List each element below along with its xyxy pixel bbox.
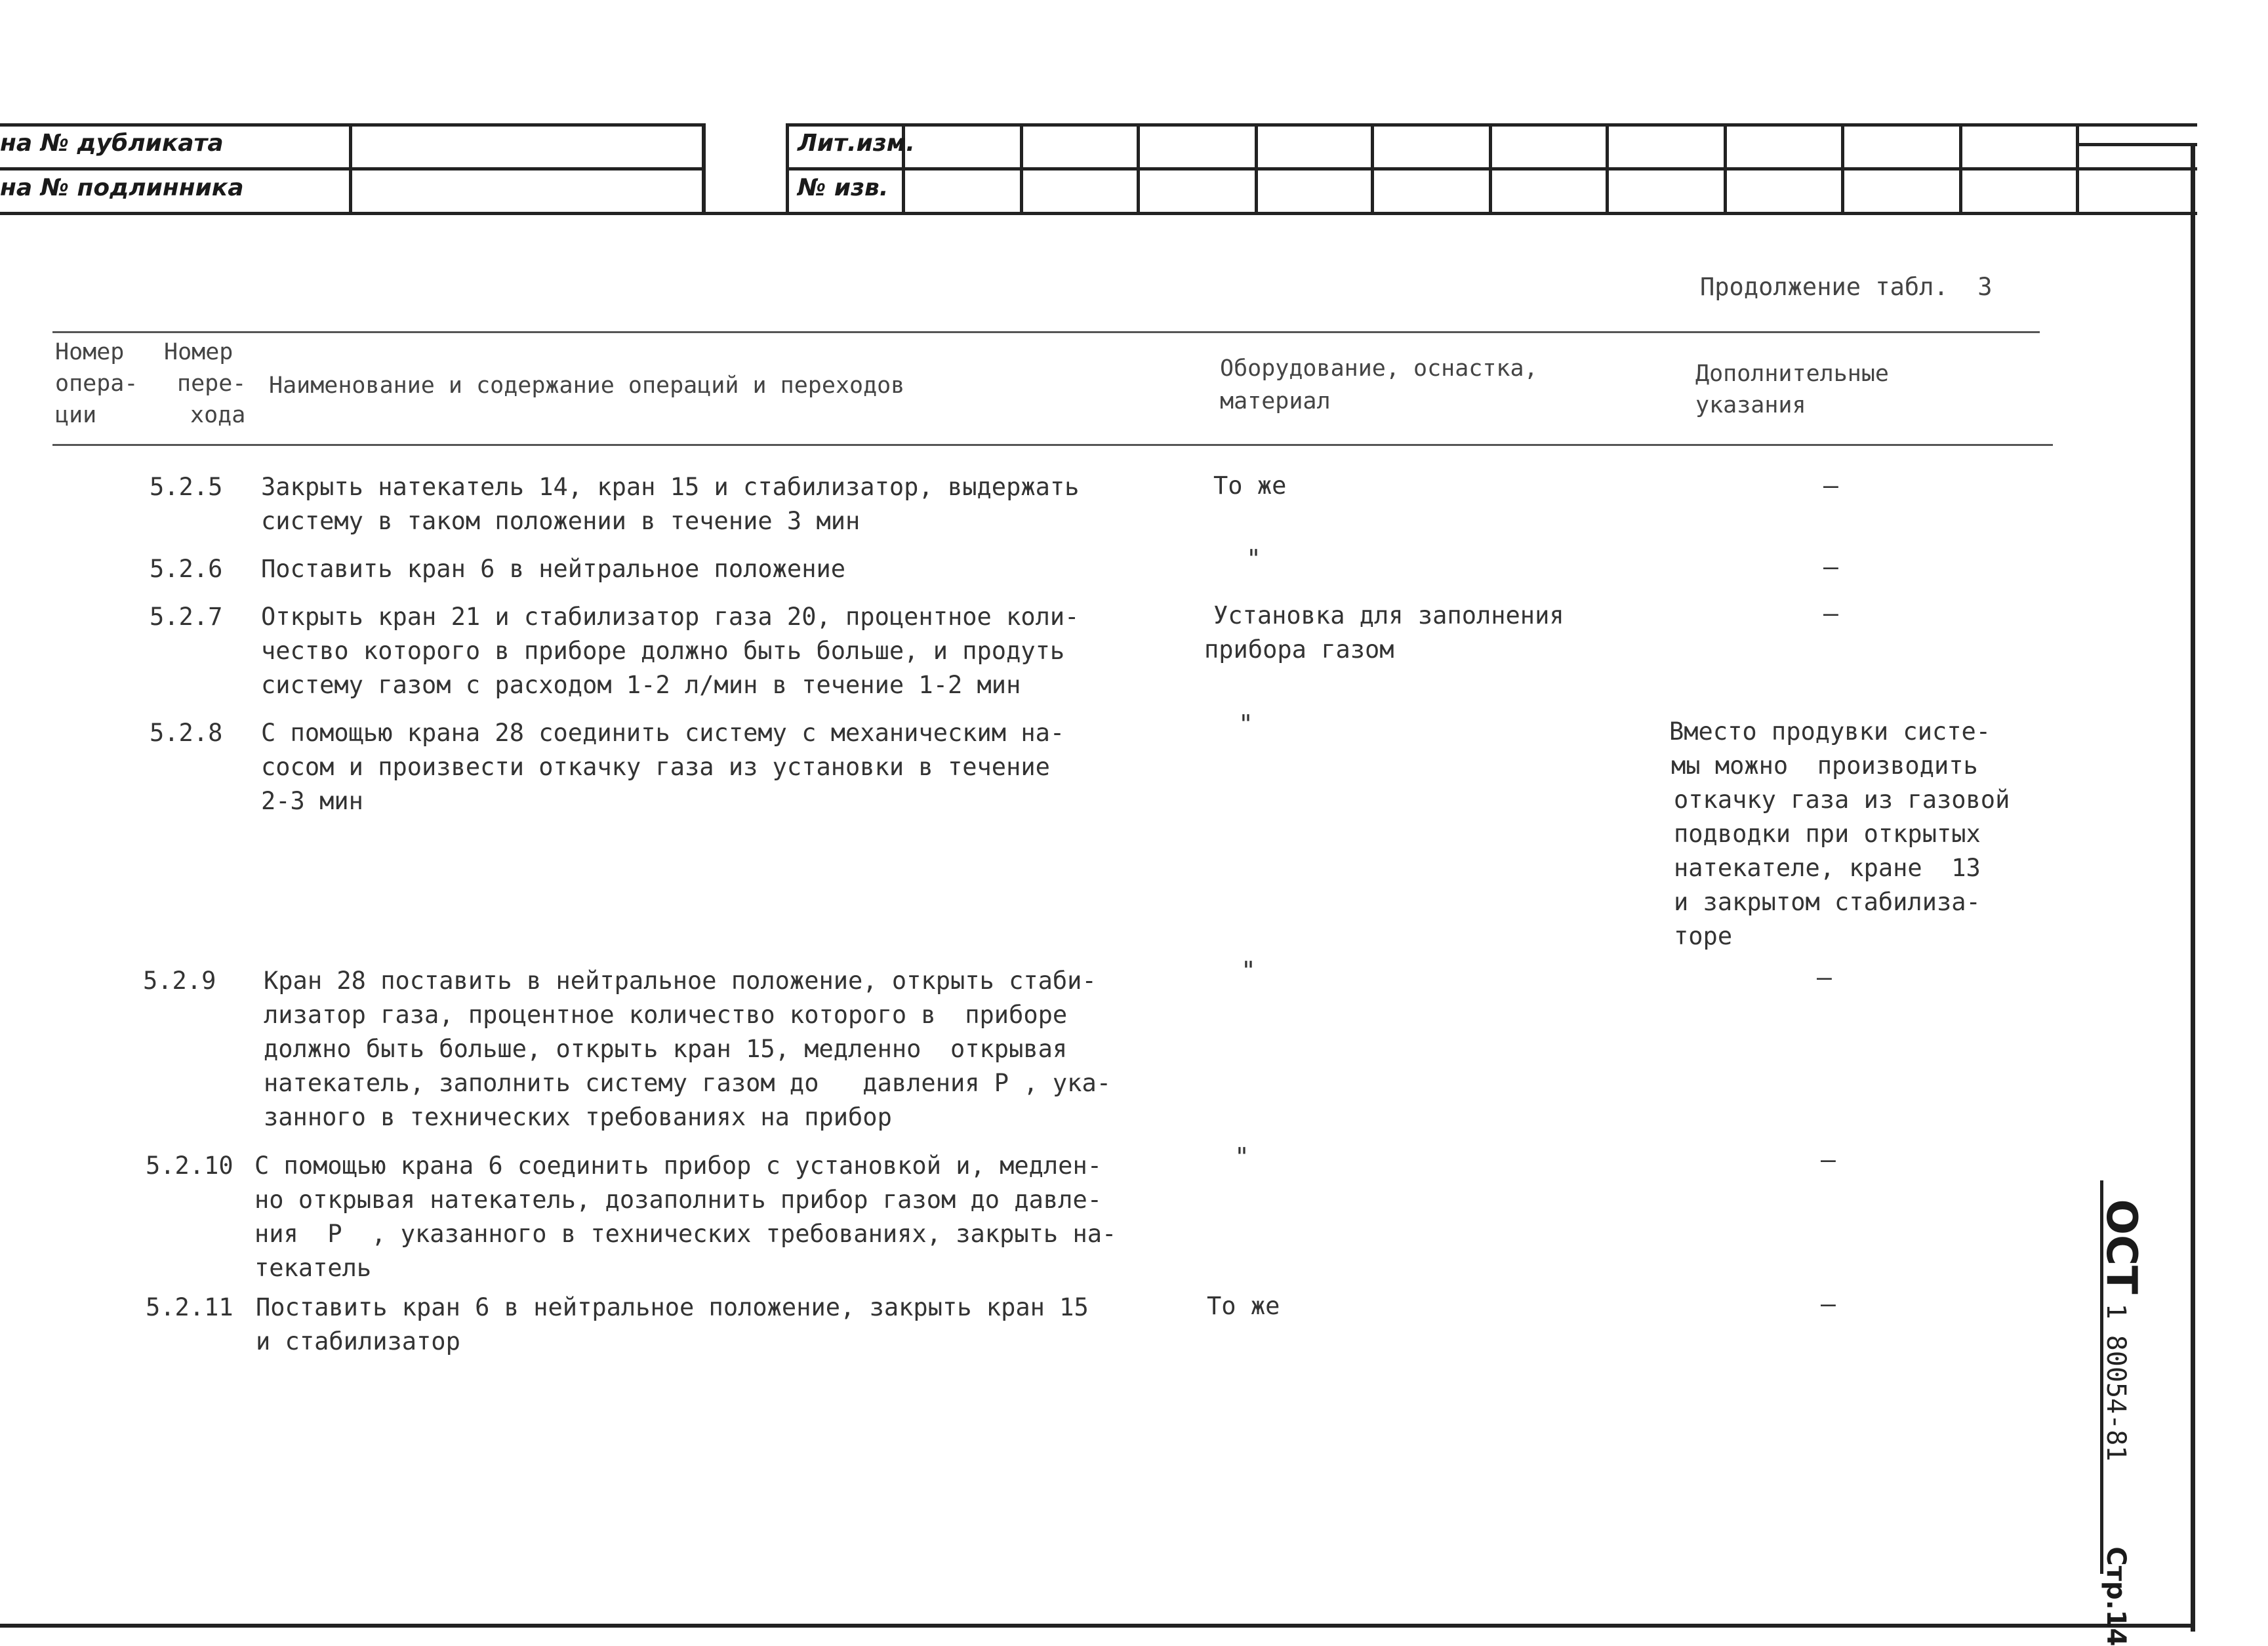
- row-text-line: Закрыть натекатель 14, кран 15 и стабилизатор, выдержать: [261, 473, 1080, 501]
- col-step-header-1: Номер: [164, 339, 233, 365]
- row-extra-line: торе: [1674, 922, 1733, 950]
- grid-col-3: [1137, 123, 1140, 215]
- col-op-header-1: Номер: [55, 339, 125, 365]
- row-equip: ": [1234, 1142, 1249, 1171]
- grid-col-9: [1841, 123, 1844, 215]
- stamp-right: [702, 123, 706, 215]
- row-text-line: С помощью крана 28 соединить систему с механическим на-: [261, 719, 1065, 747]
- frame-right: [2191, 143, 2195, 1632]
- row-extra-line: натекателе, кране 13: [1674, 854, 1981, 882]
- col-equip-header-1: Оборудование, оснастка,: [1220, 355, 1538, 382]
- row-equip: ": [1238, 710, 1253, 738]
- stamp-top-line: [0, 123, 705, 127]
- row-extra: –: [1823, 471, 1838, 500]
- grid-col-8: [1724, 123, 1727, 215]
- row-extra: –: [1823, 552, 1838, 581]
- izv-label: № изв.: [798, 174, 889, 201]
- col-op-header-2: опера-: [55, 371, 138, 397]
- row-text-line: и стабилизатор: [256, 1327, 460, 1355]
- col-step-header-2: пере-: [177, 371, 247, 397]
- frame-top: [0, 212, 2194, 215]
- row-number: 5.2.8: [150, 719, 223, 747]
- row-text-line: сосом и произвести откачку газа из установки в течение: [261, 753, 1050, 781]
- row-equip: То же: [1213, 472, 1287, 500]
- row-extra-line: и закрытом стабилиза-: [1674, 888, 1981, 916]
- row-text-line: систему в таком положении в течение 3 мин: [261, 507, 861, 535]
- grid-col-10: [1959, 123, 1962, 215]
- col-op-header-3: ции: [55, 402, 97, 428]
- header-bottom-line: [52, 444, 2053, 446]
- col-step-header-3: хода: [190, 402, 246, 428]
- row-text-line: Поставить кран 6 в нейтральное положение: [261, 555, 846, 583]
- row-number: 5.2.5: [150, 473, 223, 501]
- original-label: на № подлинника: [0, 174, 244, 201]
- row-text-line: должно быть больше, открыть кран 15, медленно открывая: [264, 1035, 1068, 1063]
- row-text-line: систему газом с расходом 1-2 л/мин в течение 1-2 мин: [261, 671, 1021, 699]
- row-text-line: натекатель, заполнить систему газом до давления P , ука-: [264, 1069, 1112, 1097]
- row-equip: прибора газом: [1204, 635, 1394, 664]
- col-extra-header-1: Дополнительные: [1695, 361, 1890, 387]
- col-extra-header-2: указания: [1695, 392, 1806, 418]
- stamp-divider: [349, 123, 352, 215]
- frame-bottom: [0, 1624, 2194, 1628]
- table-caption: Продолжение табл. 3: [1700, 273, 1993, 301]
- lit-label: Лит.изм.: [798, 130, 915, 157]
- grid-col-11: [2076, 123, 2079, 215]
- row-extra: –: [1823, 599, 1838, 628]
- row-number: 5.2.10: [146, 1152, 233, 1180]
- standard-code: 1 80054-81: [2101, 1303, 2131, 1462]
- row-text-line: Открыть кран 21 и стабилизатор газа 20, процентное коли-: [261, 603, 1080, 631]
- col-name-header: Наименование и содержание операций и переходов: [269, 372, 905, 399]
- row-equip: ": [1241, 956, 1256, 985]
- row-text-line: ния P , указанного в технических требованиях, закрыть на-: [254, 1220, 1117, 1248]
- row-extra: –: [1821, 1145, 1836, 1174]
- row-equip: ": [1246, 544, 1261, 573]
- page-number: Стр.14: [2101, 1546, 2131, 1646]
- row-text-line: занного в технических требованиях на прибор: [264, 1103, 892, 1131]
- row-text-line: но открывая натекатель, дозаполнить прибор газом до давле-: [254, 1186, 1103, 1214]
- stamp-mid-line: [0, 167, 705, 171]
- ost-mark: ОСТ: [2097, 1199, 2145, 1295]
- row-number: 5.2.7: [150, 603, 223, 631]
- row-extra: –: [1817, 963, 1832, 992]
- row-equip: То же: [1207, 1292, 1280, 1320]
- row-extra-line: откачку газа из газовой: [1674, 786, 2010, 814]
- side-text-group: [2084, 1174, 2158, 1646]
- duplicate-label: на № дубликата: [0, 130, 224, 157]
- frame-top-right: [2076, 143, 2197, 146]
- row-extra: –: [1821, 1289, 1836, 1318]
- row-number: 5.2.11: [146, 1293, 233, 1321]
- grid-col-4: [1255, 123, 1258, 215]
- header-top-line: [52, 331, 2040, 333]
- row-extra-line: Вместо продувки систе-: [1669, 717, 1991, 746]
- grid-col-2: [1020, 123, 1023, 215]
- row-text-line: Кран 28 поставить в нейтральное положение, открыть стаби-: [264, 967, 1097, 995]
- grid-col-7: [1606, 123, 1609, 215]
- row-text-line: текатель: [254, 1254, 372, 1282]
- row-number: 5.2.6: [150, 555, 223, 583]
- row-text-line: 2-3 мин: [261, 787, 363, 815]
- row-text-line: чество которого в приборе должно быть больше, и продуть: [261, 637, 1065, 665]
- row-text-line: С помощью крана 6 соединить прибор с установкой и, медлен-: [254, 1152, 1103, 1180]
- row-text-line: Поставить кран 6 в нейтральное положение, закрыть кран 15: [256, 1293, 1089, 1321]
- grid-col-5: [1371, 123, 1374, 215]
- row-extra-line: подводки при открытых: [1674, 820, 1981, 848]
- row-text-line: лизатор газа, процентное количество которого в приборе: [264, 1001, 1068, 1029]
- col-equip-header-2: материал: [1220, 388, 1331, 414]
- row-number: 5.2.9: [143, 967, 216, 995]
- grid-col-6: [1489, 123, 1492, 215]
- row-equip: Установка для заполнения: [1213, 601, 1564, 630]
- row-extra-line: мы можно производить: [1671, 752, 1978, 780]
- grid-col-0: [786, 123, 789, 215]
